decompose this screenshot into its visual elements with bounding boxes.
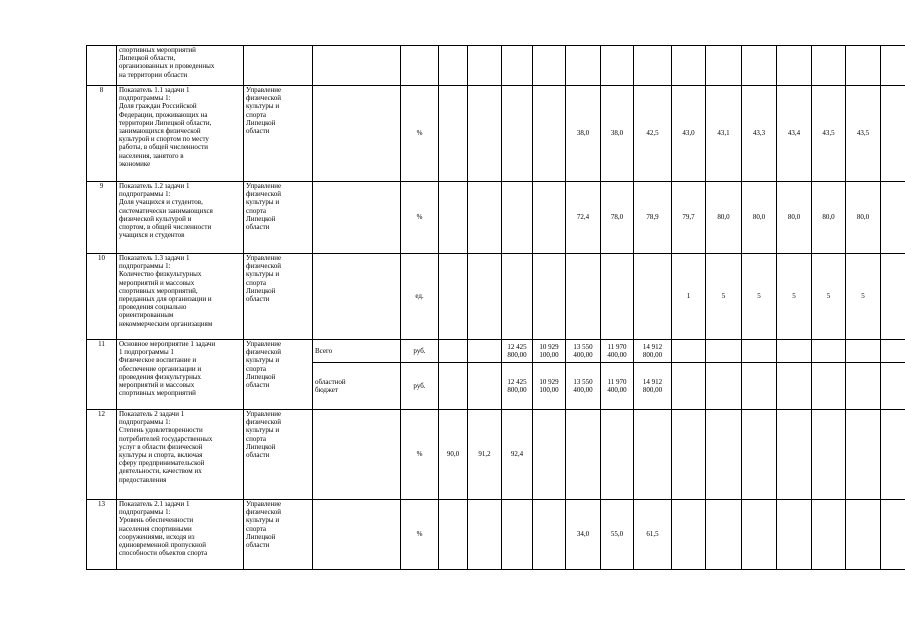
unit-cell: % <box>401 86 439 182</box>
unit-cell: % <box>401 500 439 570</box>
value-cell <box>812 410 846 500</box>
unit-cell <box>401 46 439 86</box>
value-cell: 5 <box>706 254 742 340</box>
indicators-table <box>86 45 905 570</box>
funding-source-cell <box>313 254 401 340</box>
value-cell: 5 <box>742 254 777 340</box>
value-cell <box>742 410 777 500</box>
row-number-cell: 8 <box>87 86 117 182</box>
value-cell: 42,5 <box>634 86 672 182</box>
value-cell <box>468 500 502 570</box>
value-cell <box>881 410 905 500</box>
value-cell <box>502 86 533 182</box>
value-cell <box>566 46 601 86</box>
value-cell <box>502 500 533 570</box>
value-cell: 80,0 <box>706 182 742 254</box>
value-cell <box>439 500 468 570</box>
table-row <box>87 46 905 86</box>
row-number-cell: 13 <box>87 500 117 570</box>
value-cell: 38,0 <box>566 86 601 182</box>
value-cell <box>533 254 566 340</box>
row-number-cell: 9 <box>87 182 117 254</box>
value-cell: 12 425 800,00 <box>502 340 533 363</box>
value-cell: 43,1 <box>706 86 742 182</box>
value-cell: 14 912 800,00 <box>634 340 672 363</box>
value-cell: 43,0 <box>672 86 706 182</box>
value-cell: 61,5 <box>634 500 672 570</box>
value-cell <box>439 182 468 254</box>
executor-cell: Управление физической культуры и спорта Липецкой области <box>244 410 313 500</box>
value-cell: 43,3 <box>742 86 777 182</box>
value-cell: 90,0 <box>439 410 468 500</box>
value-cell: 80,0 <box>742 182 777 254</box>
table-row <box>87 410 905 500</box>
value-cell <box>468 340 502 363</box>
funding-source-cell: Всего <box>313 340 401 363</box>
value-cell <box>439 46 468 86</box>
value-cell: 80,0 <box>846 182 881 254</box>
value-cell: 11 970 400,00 <box>601 340 634 363</box>
indicator-name-cell: спортивных мероприятий Липецкой области, организованных и проведенных на территории области <box>117 46 244 86</box>
value-cell <box>502 46 533 86</box>
table-row <box>87 340 905 363</box>
indicator-name-cell: Показатель 1.1 задачи 1 подпрограммы 1: Доля граждан Российской Федерации, проживающих на территории Липецкой области, занимающихся физической культурой и спортом по месту работы, в общей численности населения, занятого в экономике <box>117 86 244 182</box>
value-cell <box>502 182 533 254</box>
value-cell <box>672 46 706 86</box>
value-cell <box>439 340 468 363</box>
value-cell: 5 <box>846 254 881 340</box>
value-cell: 11 970 400,00 <box>601 363 634 410</box>
value-cell <box>634 410 672 500</box>
row-number-cell: 11 <box>87 340 117 410</box>
value-cell <box>742 340 777 363</box>
value-cell: 78,9 <box>634 182 672 254</box>
value-cell <box>566 410 601 500</box>
value-cell: 92,4 <box>502 410 533 500</box>
value-cell <box>881 340 905 363</box>
value-cell: 5 <box>812 254 846 340</box>
value-cell <box>777 410 812 500</box>
value-cell <box>706 46 742 86</box>
value-cell <box>672 363 706 410</box>
value-cell <box>881 86 905 182</box>
executor-cell <box>244 46 313 86</box>
value-cell <box>812 363 846 410</box>
executor-cell: Управление физической культуры и спорта Липецкой области <box>244 500 313 570</box>
value-cell <box>706 363 742 410</box>
value-cell <box>881 46 905 86</box>
value-cell <box>533 46 566 86</box>
unit-cell: руб. <box>401 363 439 410</box>
unit-cell: % <box>401 182 439 254</box>
table-row <box>87 182 905 254</box>
value-cell <box>533 86 566 182</box>
value-cell: 78,0 <box>601 182 634 254</box>
value-cell: 43,5 <box>846 86 881 182</box>
indicator-name-cell: Показатель 1.2 задачи 1 подпрограммы 1: Доля учащихся и студентов, систематически занимающихся физической культурой и спортом, в общей численности учащихся и студентов <box>117 182 244 254</box>
value-cell <box>634 254 672 340</box>
row-number-cell: 10 <box>87 254 117 340</box>
value-cell: 72,4 <box>566 182 601 254</box>
value-cell <box>672 340 706 363</box>
value-cell <box>812 500 846 570</box>
funding-source-cell <box>313 86 401 182</box>
value-cell: 80,0 <box>812 182 846 254</box>
value-cell <box>468 254 502 340</box>
table-row <box>87 500 905 570</box>
funding-source-cell <box>313 182 401 254</box>
value-cell: 91,2 <box>468 410 502 500</box>
value-cell: 12 425 800,00 <box>502 363 533 410</box>
value-cell <box>881 254 905 340</box>
value-cell <box>601 46 634 86</box>
value-cell: 79,7 <box>672 182 706 254</box>
value-cell <box>468 182 502 254</box>
value-cell <box>846 340 881 363</box>
executor-cell: Управление физической культуры и спорта Липецкой области <box>244 182 313 254</box>
table-row <box>87 254 905 340</box>
value-cell: 10 929 100,00 <box>533 363 566 410</box>
value-cell <box>846 363 881 410</box>
indicator-name-cell: Основное мероприятие 1 задачи 1 подпрограммы 1 Физическое воспитание и обеспечение организации и проведения физкультурных мероприятий и массовых спортивных мероприятий <box>117 340 244 410</box>
value-cell: 43,4 <box>777 86 812 182</box>
value-cell <box>812 340 846 363</box>
value-cell: 43,5 <box>812 86 846 182</box>
executor-cell: Управление физической культуры и спорта Липецкой области <box>244 86 313 182</box>
value-cell <box>468 46 502 86</box>
value-cell: 38,0 <box>601 86 634 182</box>
value-cell <box>672 410 706 500</box>
value-cell <box>439 254 468 340</box>
value-cell <box>812 46 846 86</box>
row-number-cell <box>87 46 117 86</box>
value-cell <box>881 500 905 570</box>
value-cell <box>881 363 905 410</box>
value-cell: 14 912 800,00 <box>634 363 672 410</box>
value-cell <box>846 410 881 500</box>
value-cell: 34,0 <box>566 500 601 570</box>
value-cell <box>742 363 777 410</box>
value-cell <box>742 500 777 570</box>
value-cell <box>468 86 502 182</box>
value-cell: 10 929 100,00 <box>533 340 566 363</box>
value-cell <box>706 340 742 363</box>
indicator-name-cell: Показатель 2 задачи 1 подпрограммы 1: Степень удовлетворенности потребителей государственных услуг в области физической культуры и спорта, включая сферу предпринимательской деятельности, качеством их предоставления <box>117 410 244 500</box>
value-cell <box>533 500 566 570</box>
value-cell <box>742 46 777 86</box>
executor-cell: Управление физической культуры и спорта Липецкой области <box>244 340 313 410</box>
value-cell: 55,0 <box>601 500 634 570</box>
unit-cell: % <box>401 410 439 500</box>
value-cell <box>777 500 812 570</box>
value-cell <box>439 86 468 182</box>
value-cell <box>533 410 566 500</box>
value-cell <box>566 254 601 340</box>
value-cell <box>672 500 706 570</box>
value-cell: 13 550 400,00 <box>566 340 601 363</box>
funding-source-cell: областной бюджет <box>313 363 401 410</box>
value-cell: 5 <box>777 254 812 340</box>
value-cell <box>706 410 742 500</box>
row-number-cell: 12 <box>87 410 117 500</box>
executor-cell: Управление физической культуры и спорта Липецкой области <box>244 254 313 340</box>
value-cell: 1 <box>672 254 706 340</box>
value-cell <box>777 363 812 410</box>
value-cell <box>846 500 881 570</box>
value-cell <box>846 46 881 86</box>
value-cell <box>601 410 634 500</box>
value-cell <box>777 340 812 363</box>
indicator-name-cell: Показатель 1.3 задачи 1 подпрограммы 1: Количество физкультурных мероприятий и массовых спортивных мероприятий, переданных для организации и проведения социально ориентированным некоммерческим организациям <box>117 254 244 340</box>
unit-cell: ед. <box>401 254 439 340</box>
value-cell <box>881 182 905 254</box>
table-row <box>87 86 905 182</box>
value-cell <box>533 182 566 254</box>
funding-source-cell <box>313 500 401 570</box>
indicator-name-cell: Показатель 2.1 задачи 1 подпрограммы 1: Уровень обеспеченности населения спортивными сооружениями, исходя из единовременной пропускной способности объектов спорта <box>117 500 244 570</box>
value-cell <box>634 46 672 86</box>
value-cell <box>439 363 468 410</box>
value-cell <box>502 254 533 340</box>
value-cell: 80,0 <box>777 182 812 254</box>
value-cell <box>706 500 742 570</box>
value-cell <box>468 363 502 410</box>
funding-source-cell <box>313 410 401 500</box>
unit-cell: руб. <box>401 340 439 363</box>
funding-source-cell <box>313 46 401 86</box>
value-cell <box>601 254 634 340</box>
value-cell <box>777 46 812 86</box>
value-cell: 13 550 400,00 <box>566 363 601 410</box>
